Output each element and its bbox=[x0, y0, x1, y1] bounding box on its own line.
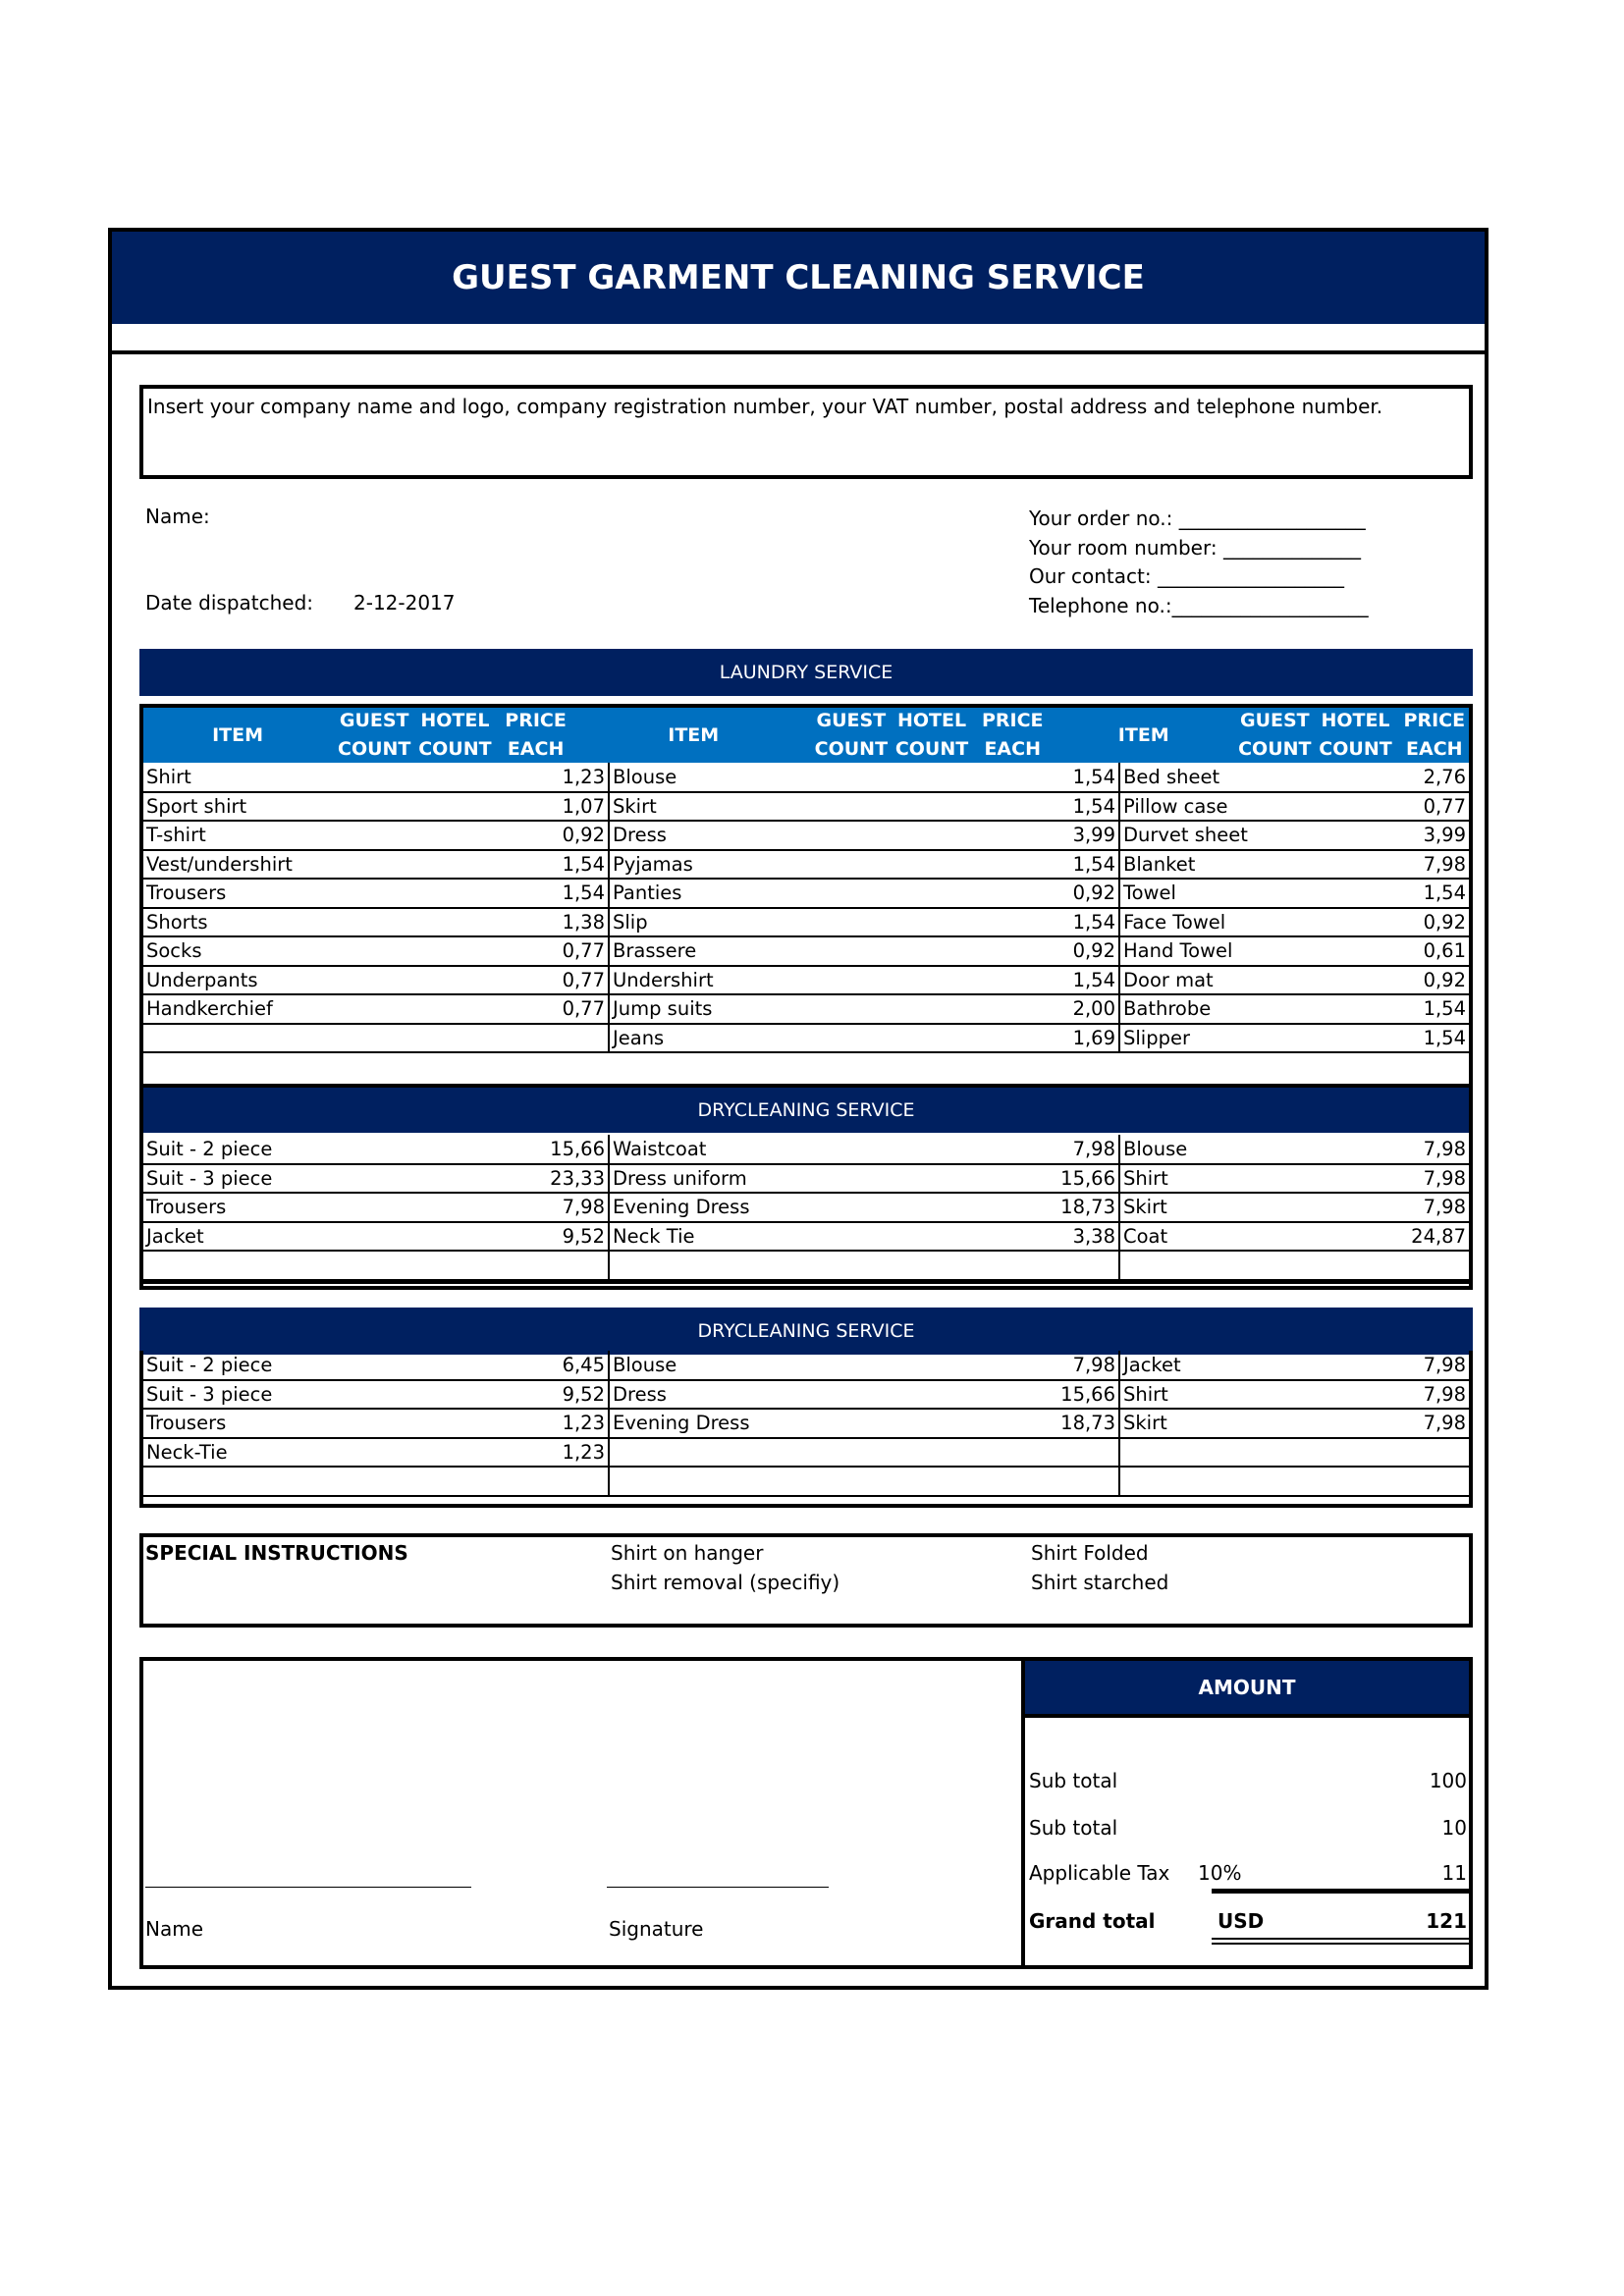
item-cell: Skirt bbox=[1119, 1193, 1314, 1222]
item-cell: Pillow case bbox=[1119, 792, 1314, 822]
item-cell: Suit - 3 piece bbox=[143, 1164, 350, 1194]
item-cell: Shorts bbox=[143, 908, 350, 937]
item-cell: Shirt bbox=[1119, 1380, 1314, 1410]
item-cell: Hand Towel bbox=[1119, 936, 1314, 966]
item-cell bbox=[609, 1467, 860, 1496]
name-label: Name bbox=[145, 1917, 204, 1941]
col-guest-count-3: GUEST COUNT bbox=[1238, 710, 1312, 760]
price-cell[interactable]: 1,54 bbox=[860, 763, 1119, 792]
item-cell: Bathrobe bbox=[1119, 994, 1314, 1024]
item-cell: Suit - 2 piece bbox=[143, 1351, 350, 1380]
col-price-each-1: PRICE EACH bbox=[505, 710, 567, 760]
price-cell[interactable]: 1,23 bbox=[350, 1409, 609, 1438]
option-shirt-removal[interactable]: Shirt removal (specifiy) bbox=[611, 1570, 840, 1594]
item-cell: Undershirt bbox=[609, 966, 860, 995]
item-cell: Dress bbox=[609, 821, 860, 850]
table-row bbox=[143, 821, 1469, 850]
price-cell[interactable]: 1,54 bbox=[860, 792, 1119, 822]
item-cell: Underpants bbox=[143, 966, 350, 995]
invoice-form bbox=[108, 228, 1489, 1990]
price-cell[interactable]: 7,98 bbox=[1314, 1135, 1469, 1164]
item-cell: Shirt bbox=[1119, 1164, 1314, 1194]
tax-rate: 10% bbox=[1198, 1861, 1242, 1885]
price-cell[interactable] bbox=[1314, 1438, 1469, 1468]
order-number-field[interactable]: Your order no.: ___________________ bbox=[1029, 507, 1366, 530]
laundry-table bbox=[143, 763, 1469, 1053]
price-cell[interactable] bbox=[350, 1251, 609, 1280]
item-cell: Jacket bbox=[143, 1222, 350, 1252]
tax-value: 11 bbox=[1441, 1861, 1467, 1885]
price-cell[interactable]: 15,66 bbox=[350, 1135, 609, 1164]
col-hotel-count-2: HOTEL COUNT bbox=[894, 710, 969, 760]
price-cell[interactable]: 0,92 bbox=[350, 821, 609, 850]
price-cell[interactable]: 1,23 bbox=[350, 763, 609, 792]
price-cell[interactable]: 23,33 bbox=[350, 1164, 609, 1194]
item-cell: Door mat bbox=[1119, 966, 1314, 995]
room-number-field[interactable]: Your room number: ______________ bbox=[1029, 535, 1361, 560]
drycleaning-2-table bbox=[143, 1351, 1469, 1497]
price-cell[interactable]: 1,38 bbox=[350, 908, 609, 937]
price-cell[interactable] bbox=[350, 1024, 609, 1053]
price-cell[interactable]: 0,77 bbox=[350, 936, 609, 966]
price-cell[interactable]: 1,54 bbox=[860, 908, 1119, 937]
special-options-col-1 bbox=[611, 1539, 839, 1597]
table-row bbox=[143, 763, 1469, 792]
price-cell[interactable]: 2,00 bbox=[860, 994, 1119, 1024]
form-title: GUEST GARMENT CLEANING SERVICE bbox=[112, 232, 1485, 324]
table-row bbox=[143, 1351, 1469, 1380]
price-cell[interactable]: 7,98 bbox=[350, 1193, 609, 1222]
subtotal-2-label: Sub total bbox=[1029, 1816, 1118, 1840]
item-cell: Blouse bbox=[1119, 1135, 1314, 1164]
item-cell bbox=[1119, 1251, 1314, 1280]
item-cell: Towel bbox=[1119, 879, 1314, 908]
price-cell[interactable]: 7,98 bbox=[860, 1351, 1119, 1380]
grand-total-value: 121 bbox=[1426, 1909, 1467, 1933]
price-cell[interactable]: 6,45 bbox=[350, 1351, 609, 1380]
subtotal-1-label: Sub total bbox=[1029, 1769, 1118, 1792]
table-row bbox=[143, 1251, 1469, 1280]
price-cell[interactable]: 24,87 bbox=[1314, 1222, 1469, 1252]
item-cell: Blanket bbox=[1119, 850, 1314, 880]
col-price-each-2: PRICE EACH bbox=[981, 710, 1044, 760]
grand-total-label: Grand total bbox=[1029, 1909, 1156, 1933]
price-cell[interactable] bbox=[1314, 1251, 1469, 1280]
item-cell: Evening Dress bbox=[609, 1193, 860, 1222]
price-cell[interactable]: 1,54 bbox=[1314, 1024, 1469, 1053]
signature-amount-box bbox=[139, 1657, 1473, 1969]
col-hotel-count-1: HOTEL COUNT bbox=[418, 710, 492, 760]
price-cell[interactable]: 1,23 bbox=[350, 1438, 609, 1468]
table-row bbox=[143, 879, 1469, 908]
price-cell[interactable]: 0,92 bbox=[860, 879, 1119, 908]
option-shirt-folded[interactable]: Shirt Folded bbox=[1031, 1541, 1149, 1565]
item-cell bbox=[143, 1024, 350, 1053]
price-cell[interactable]: 7,98 bbox=[1314, 1409, 1469, 1438]
price-cell[interactable]: 9,52 bbox=[350, 1380, 609, 1410]
price-cell[interactable]: 9,52 bbox=[350, 1222, 609, 1252]
item-cell: Durvet sheet bbox=[1119, 821, 1314, 850]
price-cell[interactable]: 7,98 bbox=[1314, 850, 1469, 880]
subtotal-2-value: 10 bbox=[1441, 1816, 1467, 1840]
table-row bbox=[143, 1380, 1469, 1410]
item-cell bbox=[143, 1251, 350, 1280]
item-cell: Suit - 2 piece bbox=[143, 1135, 350, 1164]
col-item-1: ITEM bbox=[212, 723, 264, 746]
item-cell: Jump suits bbox=[609, 994, 860, 1024]
special-options-col-2 bbox=[1031, 1539, 1168, 1597]
price-cell[interactable]: 7,98 bbox=[1314, 1164, 1469, 1194]
grand-total-underline-2 bbox=[1212, 1943, 1469, 1945]
price-cell[interactable]: 1,54 bbox=[350, 850, 609, 880]
item-cell: Vest/undershirt bbox=[143, 850, 350, 880]
price-cell[interactable]: 15,66 bbox=[860, 1164, 1119, 1194]
price-cell[interactable]: 0,92 bbox=[860, 936, 1119, 966]
date-dispatched-label: Date dispatched: bbox=[145, 591, 314, 614]
table-row bbox=[143, 908, 1469, 937]
table-row bbox=[143, 1438, 1469, 1468]
item-cell: Brassere bbox=[609, 936, 860, 966]
amount-header: AMOUNT bbox=[1025, 1661, 1469, 1714]
item-cell: Trousers bbox=[143, 1193, 350, 1222]
price-cell[interactable]: 0,77 bbox=[1314, 792, 1469, 822]
price-cell[interactable]: 0,61 bbox=[1314, 936, 1469, 966]
price-cell[interactable]: 1,54 bbox=[860, 966, 1119, 995]
item-cell bbox=[609, 1438, 860, 1468]
price-cell[interactable]: 18,73 bbox=[860, 1409, 1119, 1438]
price-cell[interactable]: 1,54 bbox=[1314, 994, 1469, 1024]
amount-header-divider bbox=[1025, 1714, 1469, 1718]
option-shirt-starched[interactable]: Shirt starched bbox=[1031, 1570, 1169, 1594]
item-cell: Waistcoat bbox=[609, 1135, 860, 1164]
item-cell: Panties bbox=[609, 879, 860, 908]
item-cell: Slip bbox=[609, 908, 860, 937]
price-cell[interactable] bbox=[860, 1438, 1119, 1468]
price-cell[interactable] bbox=[1314, 1467, 1469, 1496]
item-cell: Neck Tie bbox=[609, 1222, 860, 1252]
price-cell[interactable]: 15,66 bbox=[860, 1380, 1119, 1410]
table-row bbox=[143, 1024, 1469, 1053]
price-cell[interactable]: 3,99 bbox=[1314, 821, 1469, 850]
item-cell: Skirt bbox=[609, 792, 860, 822]
table-row bbox=[143, 792, 1469, 822]
col-price-each-3: PRICE EACH bbox=[1403, 710, 1466, 760]
price-cell[interactable]: 1,07 bbox=[350, 792, 609, 822]
table-row bbox=[143, 936, 1469, 966]
table-row bbox=[143, 850, 1469, 880]
price-cell[interactable]: 7,98 bbox=[1314, 1193, 1469, 1222]
price-cell[interactable]: 1,54 bbox=[1314, 879, 1469, 908]
price-cell[interactable]: 2,76 bbox=[1314, 763, 1469, 792]
drycleaning-1-header: DRYCLEANING SERVICE bbox=[143, 1088, 1469, 1133]
table-row bbox=[143, 1135, 1469, 1164]
table-row bbox=[143, 1409, 1469, 1438]
special-instructions-box bbox=[139, 1533, 1473, 1628]
item-cell: T-shirt bbox=[143, 821, 350, 850]
contact-field[interactable]: Our contact: ___________________ bbox=[1029, 564, 1344, 588]
grand-total-underline-1 bbox=[1212, 1938, 1469, 1940]
item-cell: Trousers bbox=[143, 1409, 350, 1438]
drycleaning-2-box bbox=[139, 1351, 1473, 1508]
order-meta bbox=[1029, 505, 1369, 620]
item-cell: Blouse bbox=[609, 1351, 860, 1380]
price-cell[interactable]: 7,98 bbox=[1314, 1351, 1469, 1380]
subtotal-1-value: 100 bbox=[1429, 1769, 1467, 1792]
price-cell[interactable]: 1,69 bbox=[860, 1024, 1119, 1053]
table-row bbox=[143, 966, 1469, 995]
item-cell: Suit - 3 piece bbox=[143, 1380, 350, 1410]
table-row bbox=[143, 994, 1469, 1024]
tax-label: Applicable Tax bbox=[1029, 1861, 1170, 1885]
drycleaning-1-box bbox=[139, 1084, 1473, 1284]
price-cell[interactable]: 0,77 bbox=[350, 994, 609, 1024]
price-cell[interactable]: 1,54 bbox=[350, 879, 609, 908]
guest-name-label: Name: bbox=[145, 505, 210, 528]
table-row bbox=[143, 1193, 1469, 1222]
laundry-section-header: LAUNDRY SERVICE bbox=[139, 649, 1473, 696]
item-cell: Blouse bbox=[609, 763, 860, 792]
price-cell[interactable]: 0,77 bbox=[350, 966, 609, 995]
item-cell: Neck-Tie bbox=[143, 1438, 350, 1468]
name-signature-line[interactable] bbox=[145, 1887, 471, 1888]
item-cell: Sport shirt bbox=[143, 792, 350, 822]
item-cell bbox=[143, 1467, 350, 1496]
item-cell: Jeans bbox=[609, 1024, 860, 1053]
company-info-box[interactable]: Insert your company name and logo, company registration number, your VAT number, postal address and telephone number. bbox=[139, 385, 1473, 479]
tax-underline bbox=[1212, 1889, 1469, 1894]
item-cell bbox=[609, 1251, 860, 1280]
item-cell: Handkerchief bbox=[143, 994, 350, 1024]
telephone-field[interactable]: Telephone no.:____________________ bbox=[1029, 593, 1369, 617]
special-instructions-label: SPECIAL INSTRUCTIONS bbox=[145, 1541, 408, 1565]
price-cell[interactable] bbox=[860, 1251, 1119, 1280]
item-cell: Bed sheet bbox=[1119, 763, 1314, 792]
col-guest-count-2: GUEST COUNT bbox=[814, 710, 889, 760]
price-cell[interactable]: 7,98 bbox=[1314, 1380, 1469, 1410]
price-cell[interactable]: 0,92 bbox=[1314, 908, 1469, 937]
table-row bbox=[143, 1222, 1469, 1252]
price-cell[interactable]: 3,99 bbox=[860, 821, 1119, 850]
date-dispatched-value[interactable]: 2-12-2017 bbox=[353, 591, 456, 614]
item-cell: Jacket bbox=[1119, 1351, 1314, 1380]
col-hotel-count-3: HOTEL COUNT bbox=[1319, 710, 1392, 760]
drycleaning-1-table bbox=[143, 1135, 1469, 1281]
price-cell[interactable]: 0,92 bbox=[1314, 966, 1469, 995]
table-row bbox=[143, 1467, 1469, 1496]
item-cell bbox=[1119, 1438, 1314, 1468]
price-cell[interactable]: 18,73 bbox=[860, 1193, 1119, 1222]
item-cell: Evening Dress bbox=[609, 1409, 860, 1438]
col-guest-count-1: GUEST COUNT bbox=[338, 710, 411, 760]
col-item-3: ITEM bbox=[1117, 723, 1169, 746]
currency-label: USD bbox=[1218, 1909, 1265, 1933]
price-cell[interactable]: 7,98 bbox=[860, 1135, 1119, 1164]
item-cell: Trousers bbox=[143, 879, 350, 908]
item-cell: Pyjamas bbox=[609, 850, 860, 880]
item-cell: Face Towel bbox=[1119, 908, 1314, 937]
price-cell[interactable] bbox=[860, 1467, 1119, 1496]
item-cell: Dress bbox=[609, 1380, 860, 1410]
item-cell: Dress uniform bbox=[609, 1164, 860, 1194]
price-cell[interactable]: 3,38 bbox=[860, 1222, 1119, 1252]
signature-line[interactable] bbox=[607, 1887, 829, 1888]
item-cell: Coat bbox=[1119, 1222, 1314, 1252]
drycleaning-2-header: DRYCLEANING SERVICE bbox=[139, 1308, 1473, 1355]
item-cell bbox=[1119, 1467, 1314, 1496]
title-divider bbox=[112, 350, 1485, 354]
col-item-2: ITEM bbox=[668, 723, 720, 746]
item-cell: Skirt bbox=[1119, 1409, 1314, 1438]
item-cell: Shirt bbox=[143, 763, 350, 792]
price-cell[interactable] bbox=[350, 1467, 609, 1496]
option-shirt-on-hanger[interactable]: Shirt on hanger bbox=[611, 1541, 764, 1565]
signature-label: Signature bbox=[609, 1917, 704, 1941]
price-cell[interactable]: 1,54 bbox=[860, 850, 1119, 880]
item-cell: Socks bbox=[143, 936, 350, 966]
item-cell: Slipper bbox=[1119, 1024, 1314, 1053]
table-row bbox=[143, 1164, 1469, 1194]
